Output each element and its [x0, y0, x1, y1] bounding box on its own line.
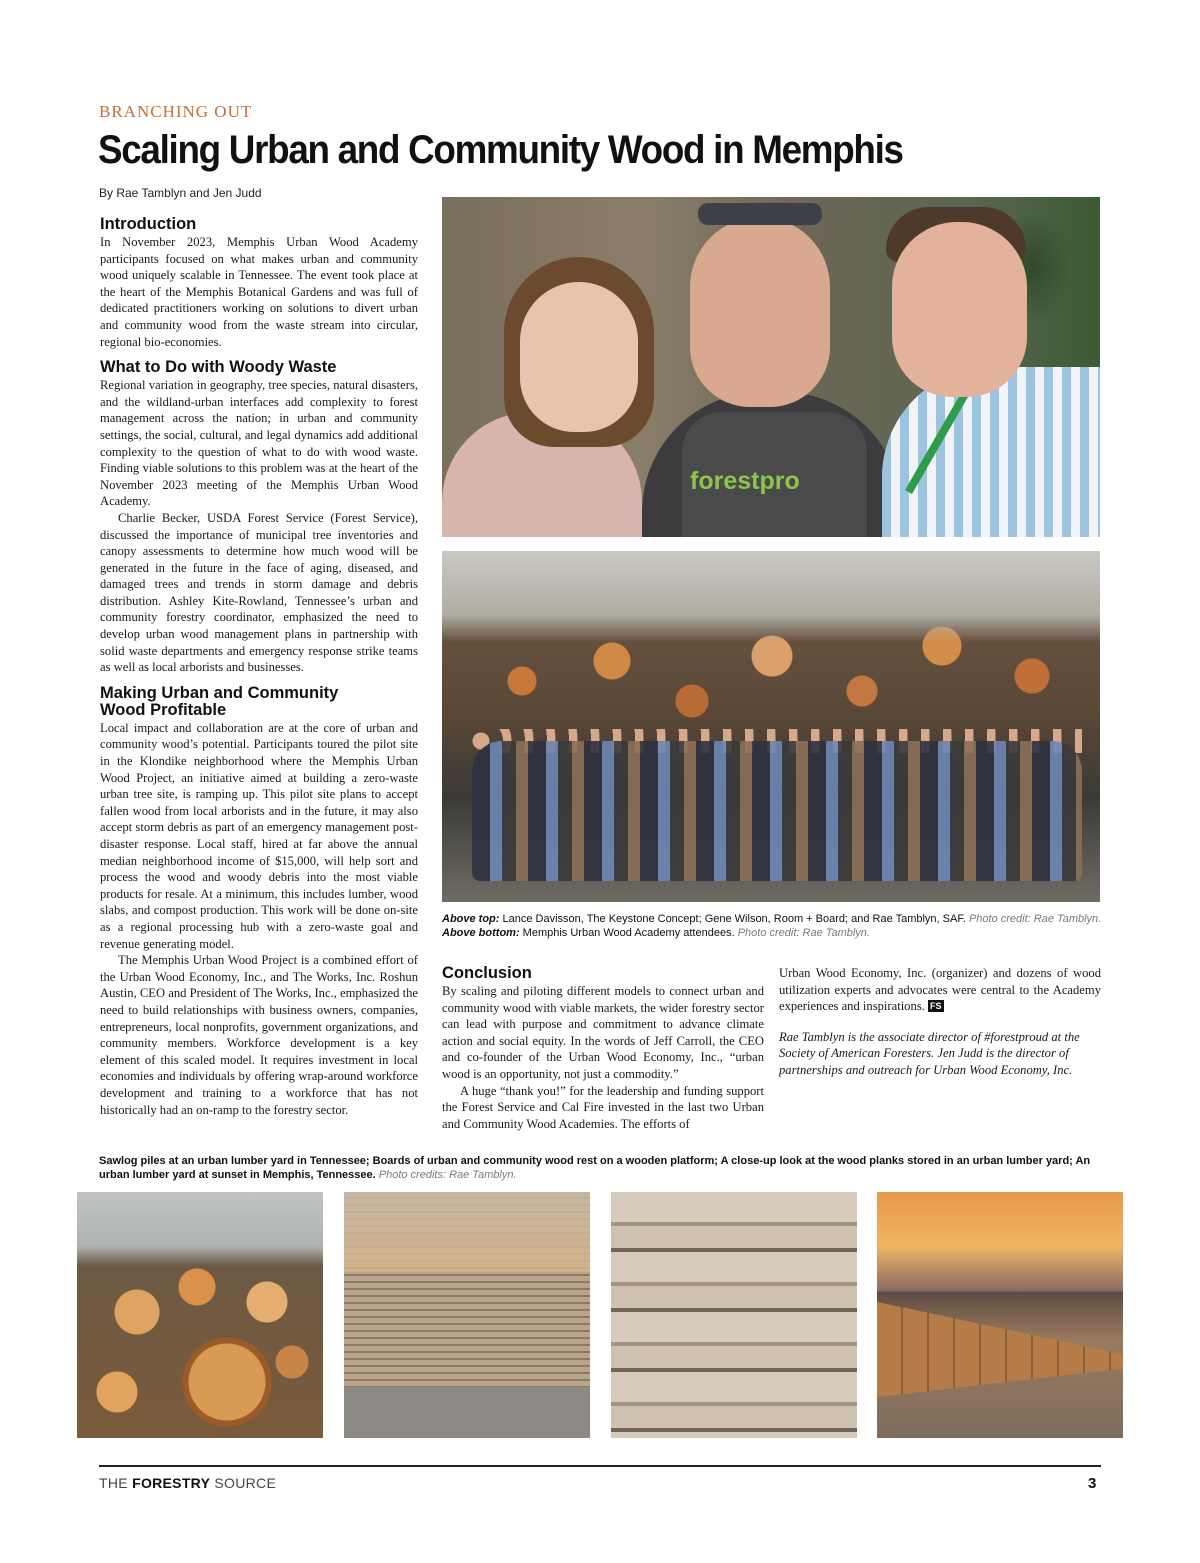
heading-wood-profitable-line2: Wood Profitable — [100, 700, 227, 719]
publication-name — [99, 1475, 276, 1491]
left-column — [100, 214, 418, 1118]
caption-top-photos — [442, 912, 1102, 940]
heading-woody-waste: What to Do with Woody Waste — [100, 358, 337, 377]
photo-academy-attendees — [442, 551, 1100, 902]
author-bio: Rae Tamblyn is the associate director of #forestproud at the Society of American Foresters. Jen Judd is the director of partnerships and outreach for Urban Wood Economy, Inc. — [779, 1029, 1080, 1077]
caption-label-bottom: Above bottom: — [442, 927, 520, 939]
article-title: Scaling Urban and Community Wood in Memphis — [98, 128, 903, 172]
heading-wood-profitable — [100, 685, 418, 719]
caption-bottom-text: Sawlog piles at an urban lumber yard in Tennessee; Boards of urban and community wood rest on a wooden platform; A close-up look at the wood planks stored in an urban lumber yard; An urban lumber yard at sunset in Memphis, Tennessee. — [99, 1155, 1091, 1181]
caption-text-top: Lance Davisson, The Keystone Concept; Gene Wilson, Room + Board; and Rae Tamblyn, SAF. — [499, 913, 966, 925]
conclusion-paragraph-3-text: Urban Wood Economy, Inc. (organizer) and dozens of wood utilization experts and advocates were central to the Academy experiences and inspirations. — [779, 966, 1101, 1014]
person-left-face — [520, 282, 638, 432]
heading-introduction: Introduction — [100, 215, 197, 233]
conclusion-paragraph-1: By scaling and piloting different models to connect urban and community wood with viable markets, the wider forestry sector can lead with purpose and commitment to advance climate action and social equity. In the words of Jeff Carroll, the CEO and co-founder of the Urban Wood Economy, Inc., “urban wood is an opportunity, not just a commodity.” — [442, 984, 764, 1081]
caption-credit-top: Photo credit: Rae Tamblyn. — [965, 913, 1102, 925]
profitable-paragraph-2: The Memphis Urban Wood Project is a combined effort of the Urban Wood Economy, Inc., and The Works, Inc. Roshun Austin, CEO and President of The Works, Inc., emphasized the need to build relationships with business owners, companies, entrepreneurs, local nonprofits, government organizations, and community members. Workforce development is a key element of this scaled model. It requires investment in local economies and individuals by offering wrap-around workforce development and training to a workforce that has not historically had an on-ramp to the forestry sector. — [100, 953, 418, 1117]
photo-sawlog-piles — [77, 1192, 323, 1438]
profitable-paragraph-1: Local impact and collaboration are at the core of urban and community wood’s potential. Participants toured the pilot site in the Klondike neighborhood where the Memphis Urban Wood Project, an initiative aimed at building a zero-waste urban tree site, is ramping up. This pilot site plans to accept fallen wood from local arborists and in the future, it may also accept storm debris as part of an emergency management post-disaster response. Local staff, hired at far above the annual median neighborhood income of $15,000, will help sort and process the wood and woody debris into the most viable products for resale. At a minimum, this includes lumber, wood slabs, and compost production. This work will be done on-site as a regional processing hub with a zero-waste goal and revenue generating model. — [100, 720, 418, 951]
caption-bottom-credit: Photo credits: Rae Tamblyn. — [375, 1169, 517, 1181]
shirt-logo-text: forestpro — [690, 467, 800, 495]
waste-paragraph-2: Charlie Becker, USDA Forest Service (Forest Service), discussed the importance of municipal tree inventories and canopy assessments to determine how much wood will be generated in the future in the face of aging, diseased, and damaged trees and trends in storm damage and debris distribution. Ashley Kite-Rowland, Tennessee’s urban and community forestry coordinator, emphasized the need to develop urban wood management plans in partnership with solid waste departments and emergency response strike teams as well as local arborists and businesses. — [100, 510, 418, 675]
byline: By Rae Tamblyn and Jen Judd — [99, 186, 262, 200]
publication-prefix: THE — [99, 1475, 133, 1491]
intro-paragraph: In November 2023, Memphis Urban Wood Academy participants focused on what makes urban and community wood uniquely scalable in Tennessee. The event took place at the heart of the Memphis Botanical Gardens and was full of dedicated practitioners working on solutions to divert urban and community wood from the waste stream into circular, regional bio-economies. — [100, 235, 418, 349]
section-kicker: BRANCHING OUT — [99, 102, 253, 121]
crowd-group — [472, 741, 1082, 881]
heading-conclusion: Conclusion — [442, 964, 532, 982]
caption-credit-bottom: Photo credit: Rae Tamblyn. — [734, 927, 870, 939]
publication-brand: FORESTRY — [132, 1475, 211, 1491]
footer-rule — [99, 1465, 1101, 1467]
end-mark-badge: FS — [930, 1001, 942, 1012]
conclusion-paragraph-2: A huge “thank you!” for the leadership and funding support the Forest Service and Cal Fire invested in the last two Urban and Community Wood Academies. The efforts of — [442, 1083, 764, 1131]
conclusion-paragraph-3 — [779, 965, 1101, 1015]
page-number: 3 — [1088, 1475, 1097, 1492]
photo-three-people-selfie — [442, 197, 1100, 537]
conclusion-column-2 — [779, 965, 1101, 1079]
photo-board-stacks — [344, 1192, 590, 1438]
caption-bottom-strip — [99, 1154, 1099, 1182]
caption-label-top: Above top: — [442, 913, 500, 925]
photo-wood-planks-closeup — [611, 1192, 857, 1438]
person-right-face — [892, 222, 1027, 397]
caption-text-bottom: Memphis Urban Wood Academy attendees. — [519, 927, 735, 939]
person-center-face — [690, 217, 830, 407]
conclusion-column-1 — [442, 963, 764, 1132]
heading-wood-profitable-line1: Making Urban and Community — [100, 683, 339, 702]
photo-lumber-yard-sunset — [877, 1192, 1123, 1438]
sunglasses — [698, 203, 822, 225]
waste-paragraph-1: Regional variation in geography, tree species, natural disasters, and the wildland-urban interfaces add complexity to forest management across the nation; in urban and community settings, the social, cultural, and legal dynamics add additional complexity to the question of what to do with wood waste. Finding viable solutions to this problem was at the heart of the November 2023 meeting of the Memphis Urban Wood Academy. — [100, 378, 418, 509]
person-right-plaid-shirt — [882, 367, 1100, 537]
publication-suffix: SOURCE — [210, 1475, 277, 1491]
